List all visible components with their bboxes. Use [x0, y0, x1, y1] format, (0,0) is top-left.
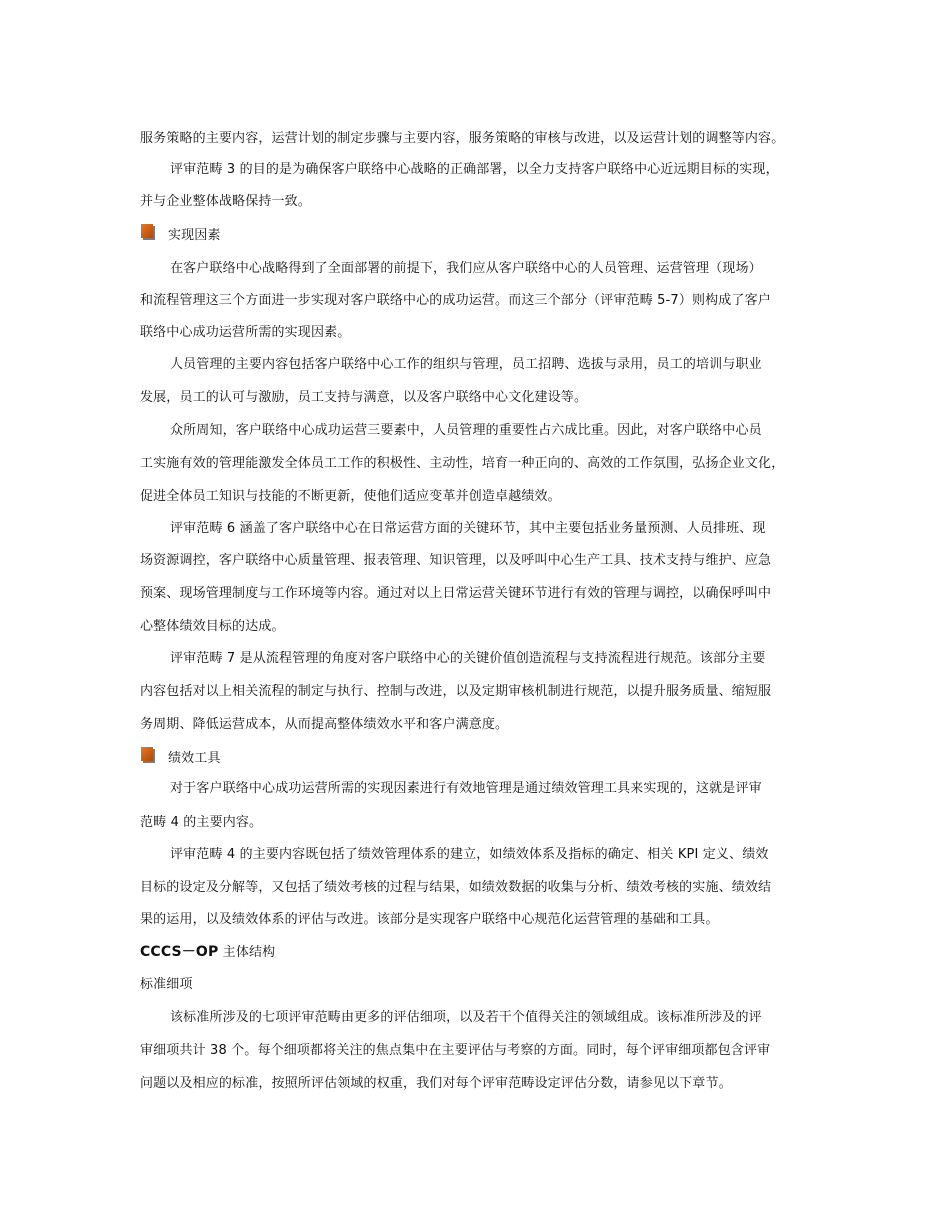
section-heading: 绩效工具: [168, 751, 221, 766]
paragraph-line: 评审范畴 6 涵盖了客户联络中心在日常运营方面的关键环节，其中主要包括业务量预测、人员排班、现: [170, 521, 766, 536]
paragraph-line: 在客户联络中心战略得到了全面部署的前提下，我们应从客户联络中心的人员管理、运营管理（现场）: [170, 261, 762, 276]
paragraph-line: 内容包括对以上相关流程的制定与执行、控制与改进，以及定期审核机制进行规范，以提升服务质量、缩短服: [140, 684, 772, 699]
paragraph-line: 评审范畴 4 的主要内容既包括了绩效管理体系的建立，如绩效体系及指标的确定、相关 KPI 定义、绩效: [170, 847, 769, 862]
structure-heading-bold: CCCS－OP: [140, 944, 219, 960]
paragraph-line: 促进全体员工知识与技能的不断更新，使他们适应变革并创造卓越绩效。: [140, 489, 561, 504]
paragraph-line: 评审范畴 3 的目的是为确保客户联络中心战略的正确部署，以全力支持客户联络中心近远期目标的实现，: [170, 162, 779, 177]
square-bullet-icon: [141, 747, 153, 761]
paragraph-line: 务周期、降低运营成本，从而提高整体绩效水平和客户满意度。: [140, 717, 509, 732]
paragraph-line: 联络中心成功运营所需的实现因素。: [140, 325, 351, 340]
paragraph-line: 果的运用，以及绩效体系的评估与改进。该部分是实现客户联络中心规范化运营管理的基础和工具。: [140, 912, 719, 927]
paragraph-line: 该标准所涉及的七项评审范畴由更多的评估细项，以及若干个值得关注的领域组成。该标准所涉及的评: [170, 1010, 762, 1025]
square-bullet-icon: [141, 224, 153, 238]
paragraph-line: 评审范畴 7 是从流程管理的角度对客户联络中心的关键价值创造流程与支持流程进行规范。该部分主要: [170, 651, 766, 666]
paragraph-line: 人员管理的主要内容包括客户联络中心工作的组织与管理，员工招聘、选拔与录用，员工的培训与职业: [170, 357, 762, 372]
paragraph-line: 服务策略的主要内容，运营计划的制定步骤与主要内容，服务策略的审核与改进，以及运营计划的调整等内容。: [140, 131, 785, 146]
paragraph-line: 心整体绩效目标的达成。: [140, 619, 285, 634]
paragraph-line: 发展，员工的认可与激励，员工支持与满意，以及客户联络中心文化建设等。: [140, 390, 588, 405]
paragraph-line: 范畴 4 的主要内容。: [140, 815, 263, 830]
paragraph-line: 众所周知，客户联络中心成功运营三要素中，人员管理的重要性占六成比重。因此，对客户联络中心员: [170, 423, 762, 438]
paragraph-line: 目标的设定及分解等，又包括了绩效考核的过程与结果，如绩效数据的收集与分析、绩效考核的实施、绩效结: [140, 880, 772, 895]
paragraph-line: 预案、现场管理制度与工作环境等内容。通过对以上日常运营关键环节进行有效的管理与调控，以确保呼叫中: [140, 586, 772, 601]
paragraph-line: 并与企业整体战略保持一致。: [140, 194, 311, 209]
subsection-heading: 标准细项: [140, 977, 193, 992]
paragraph-line: 场资源调控，客户联络中心质量管理、报表管理、知识管理，以及呼叫中心生产工具、技术支持与维护、应急: [140, 553, 772, 568]
paragraph-line: 对于客户联络中心成功运营所需的实现因素进行有效地管理是通过绩效管理工具来实现的，这就是评审: [170, 781, 762, 796]
section-heading: 实现因素: [168, 228, 221, 243]
paragraph-line: 工实施有效的管理能激发全体员工工作的积极性、主动性，培育一种正向的、高效的工作氛围，弘扬企业文化，: [140, 456, 785, 471]
paragraph-line: 和流程管理这三个方面进一步实现对客户联络中心的成功运营。而这三个部分（评审范畴 5-7）则构成了客户: [140, 293, 771, 308]
structure-heading: [140, 944, 275, 961]
paragraph-line: 问题以及相应的标准，按照所评估领域的权重，我们对每个评审范畴设定评估分数，请参见以下章节。: [140, 1076, 732, 1091]
structure-heading-rest: 主体结构: [218, 945, 276, 960]
paragraph-line: 审细项共计 38 个。每个细项都将关注的焦点集中在主要评估与考察的方面。同时，每个评审细项都包含评审: [140, 1043, 771, 1058]
